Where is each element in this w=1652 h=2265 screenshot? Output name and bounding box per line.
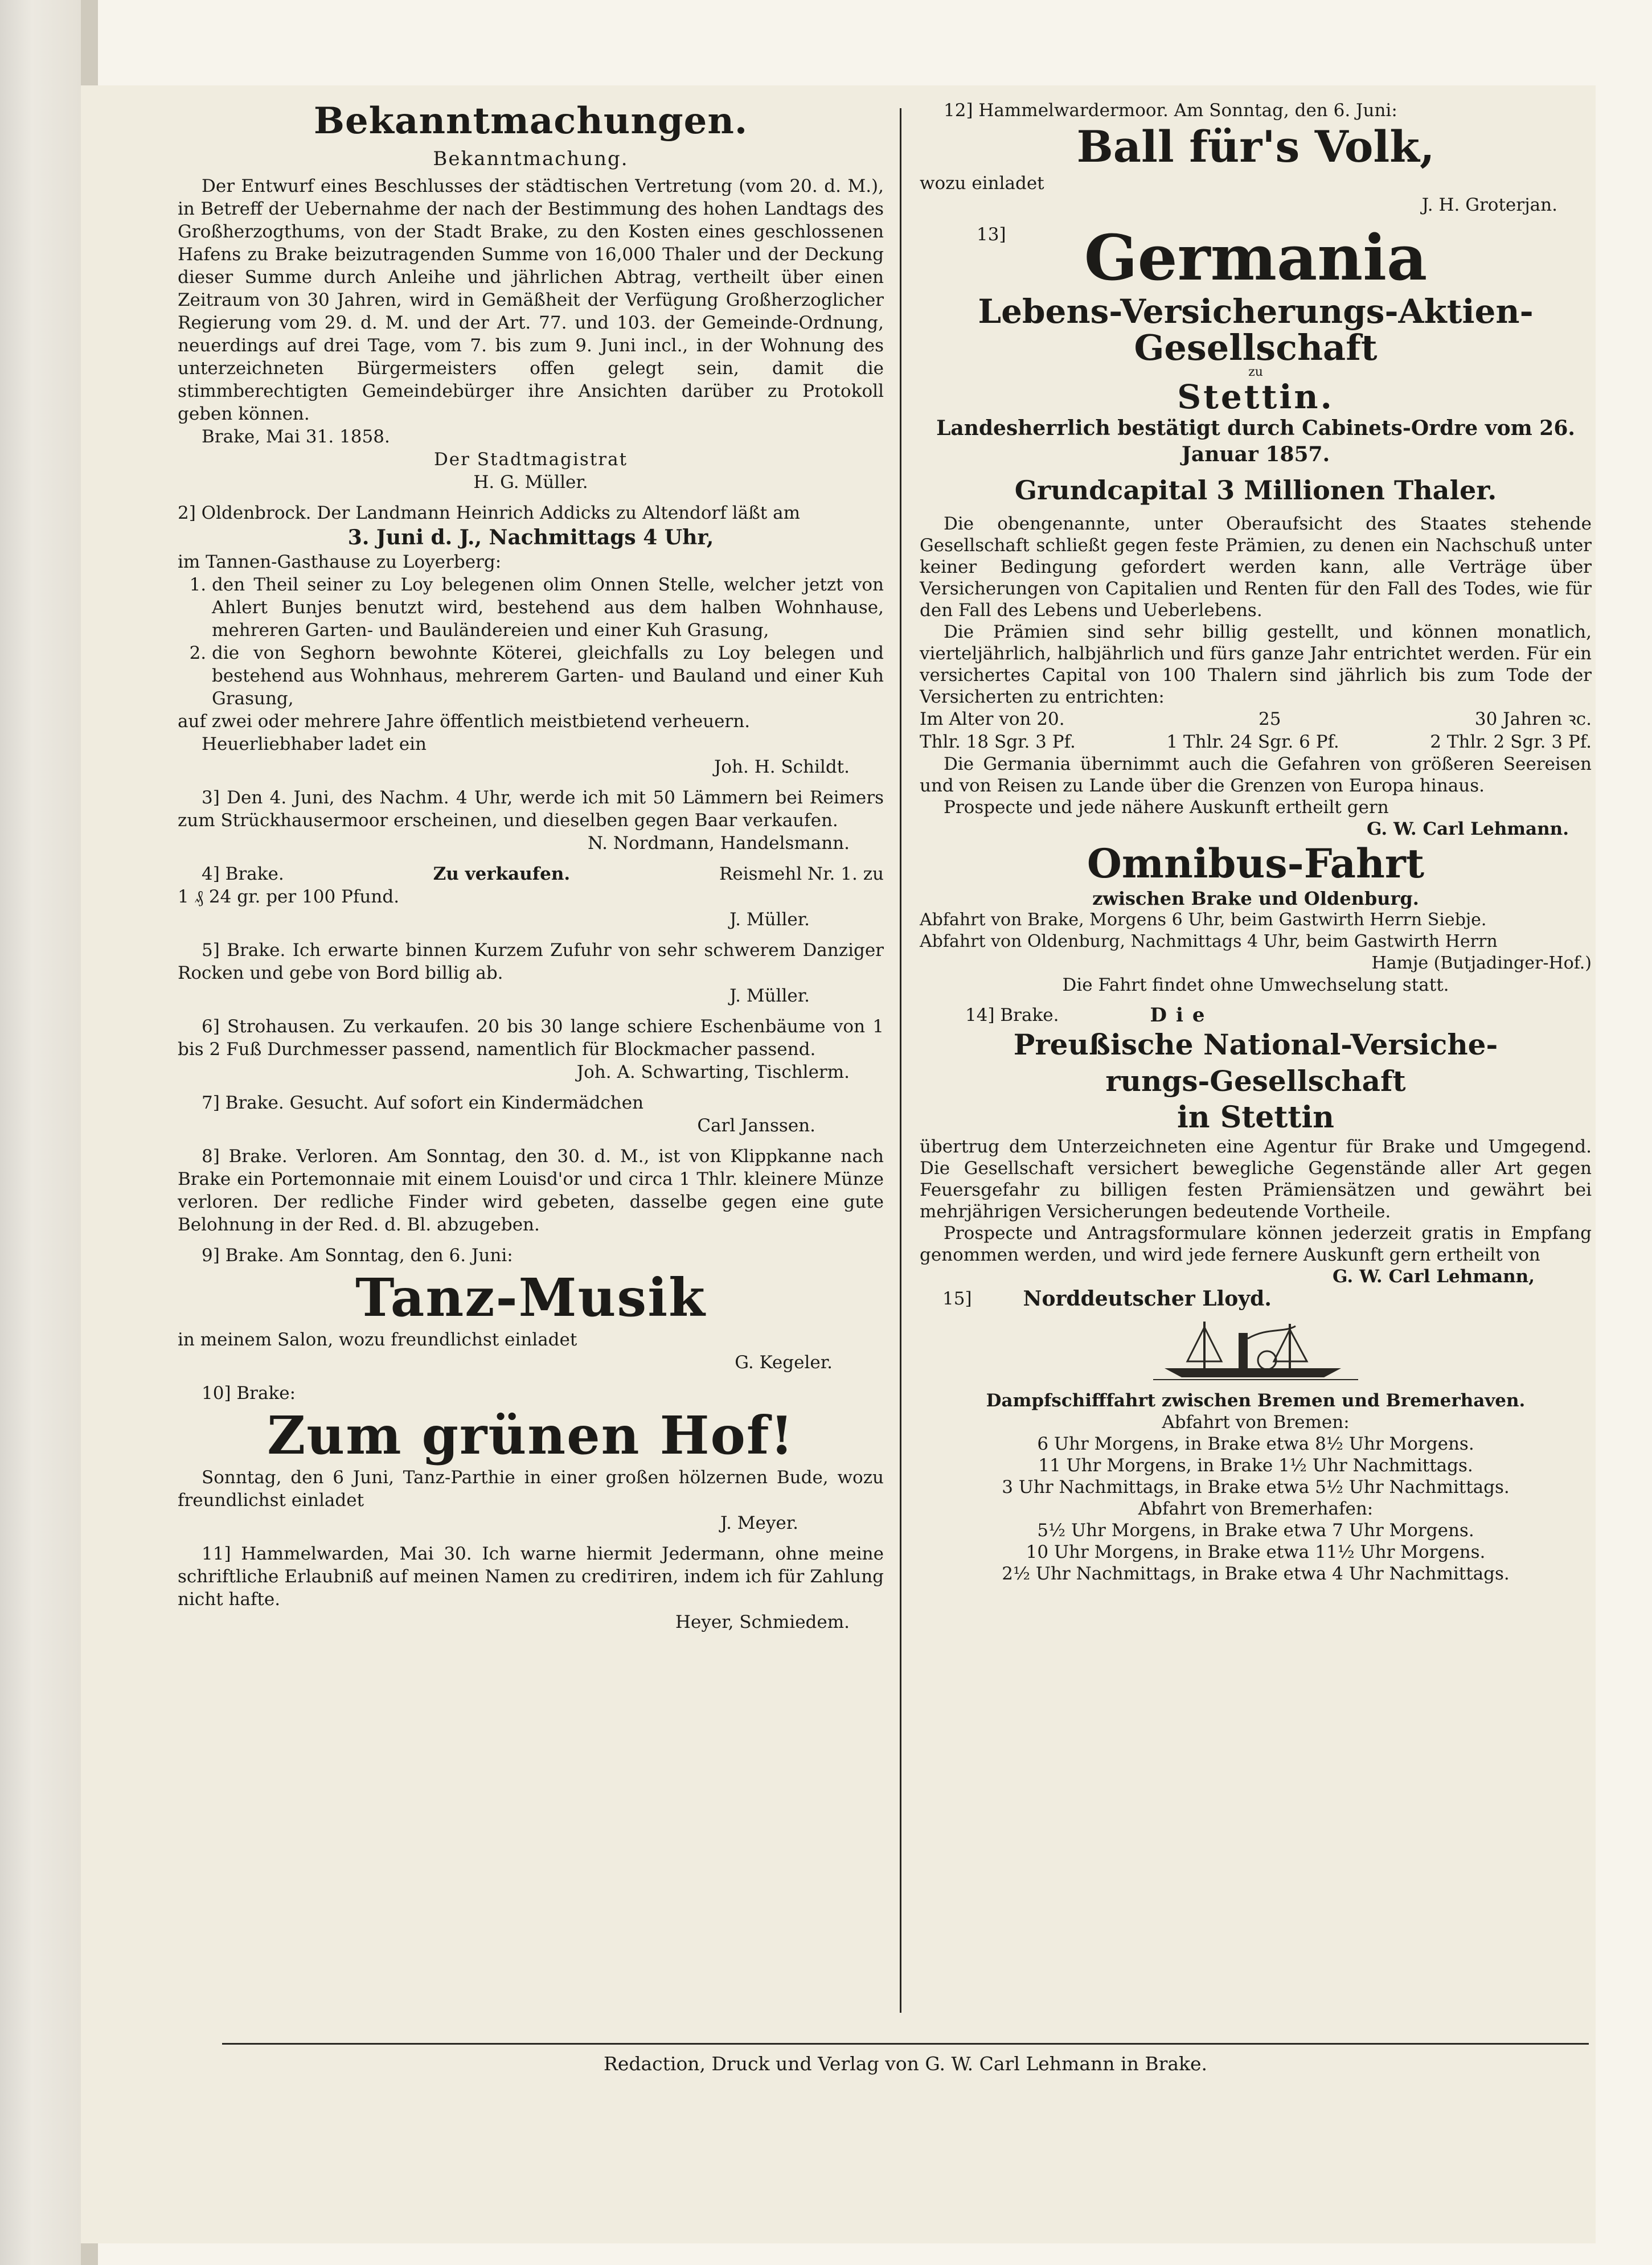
omnibus-note: Die Fahrt findet ohne Umwechselung statt. xyxy=(1062,975,1449,995)
timetable-row: 5½ Uhr Morgens, in Brake etwa 7 Uhr Morgens. xyxy=(1037,1520,1474,1541)
ad-10-signature: J. Meyer. xyxy=(720,1513,798,1533)
ad-7-body: 7] Brake. Gesucht. Auf sofort ein Kindermädchen xyxy=(202,1093,644,1113)
timetable-row: 6 Uhr Morgens, in Brake etwa 8½ Uhr Morgens. xyxy=(1037,1434,1474,1454)
ad-13-approval: Landesherrlich bestätigt durch Cabinets-Ordre vom 26. Januar 1857. xyxy=(936,416,1575,466)
ad-13-p2: Die Prämien sind sehr billig gestellt, und können monatlich, vierteljährlich, halbjährlich und fürs ganze Jahr entrichtet werden. Für ein versichertes Capital von 100 Thalern sind jährlich bis zum Tode der Versicherten zu entrichten: xyxy=(920,622,1592,707)
ad-12-invite: wozu einladet xyxy=(920,173,1044,194)
ad-13-number: 13] xyxy=(977,224,1006,245)
ad-14-title-2: rungs-Gesellschaft xyxy=(1105,1064,1406,1098)
ad-11-signature: Heyer, Schmiedem. xyxy=(675,1612,850,1632)
ad-14-body: übertrug dem Unterzeichneten eine Agentur für Brake und Umgegend. Die Gesellschaft versichert bewegliche Gegenstände aller Art gegen Feuersgefahr zu billigen festen Prämiensätzen und gewährt bei mehrjährigen Versicherungen bedeutende Vortheile. xyxy=(920,1136,1592,1222)
ad-14-die: Die xyxy=(1150,1004,1214,1027)
ad-11-body: 11] Hammelwarden, Mai 30. Ich warne hiermit Jedermann, ohne meine schriftliche Erlaubniß auf meinen Namen zu crediтiren, indem ich für Zahlung nicht hafte. xyxy=(178,1544,884,1610)
ad-4-signature: J. Müller. xyxy=(729,909,810,930)
ad-10-intro: 10] Brake: xyxy=(202,1383,296,1404)
ad-13-p4: Prospecte und jede nähere Auskunft ertheilt gern xyxy=(944,797,1389,818)
section-heading: Bekanntmachungen. xyxy=(313,100,748,142)
imprint-footer: Redaction, Druck und Verlag von G. W. Carl Lehmann in Brake. xyxy=(603,2053,1208,2075)
ad-7-signature: Carl Janssen. xyxy=(697,1115,815,1136)
ad-9-signature: G. Kegeler. xyxy=(735,1352,833,1373)
ad-13-capital: Grundcapital 3 Millionen Thaler. xyxy=(1014,475,1497,506)
ad-12-signature: J. H. Groterjan. xyxy=(1421,195,1557,215)
age-cell: 30 Jahren ꝛc. xyxy=(1474,709,1592,729)
timetable-row: 3 Uhr Nachmittags, in Brake etwa 5½ Uhr Nachmittags. xyxy=(1002,1477,1510,1497)
ad-13-line3: Gesellschaft xyxy=(1134,327,1378,368)
notice-title: Bekanntmachung. xyxy=(433,147,629,170)
ad-2-date: 3. Juni d. J., Nachmittags 4 Uhr, xyxy=(347,526,714,549)
ad-12-intro: 12] Hammelwardermoor. Am Sonntag, den 6. Juni: xyxy=(944,100,1397,121)
ad-2-intro: 2] Oldenbrock. Der Landmann Heinrich Addicks zu Altendorf läßt am xyxy=(178,503,800,523)
ad-3-body: 3] Den 4. Juni, des Nachm. 4 Uhr, werde ich mit 50 Lämmern bei Reimers zum Strückhausermoor erscheinen, und dieselben gegen Baar verkaufen. xyxy=(178,787,884,831)
omnibus-sub: zwischen Brake und Oldenburg. xyxy=(1092,888,1419,909)
ad-14-intro-line xyxy=(920,1004,1592,1027)
ad-2-place: im Tannen-Gasthause zu Loyerberg: xyxy=(178,552,502,572)
notice-signature-name: H. G. Müller. xyxy=(473,472,588,493)
ad-15-title: Norddeutscher Lloyd. xyxy=(1023,1287,1272,1311)
ad-14-title-3: in Stettin xyxy=(1177,1100,1334,1135)
omnibus-line: Hamje (Butjadinger-Hof.) xyxy=(1371,953,1592,973)
steamship-icon xyxy=(1153,1316,1358,1384)
list-item: 1. den Theil seiner zu Loy belegenen olim Onnen Stelle, welcher jetzt von Ahlert Bunjes benutzt wird, bestehend aus dem halben Wohnhause, mehreren Garten- und Bauländereien und einer Kuh Grasung, xyxy=(212,573,884,642)
ad-10-body: Sonntag, den 6 Juni, Tanz-Parthie in einer großen hölzernen Bude, wozu freundlichst einladet xyxy=(178,1467,884,1511)
ad-8-body: 8] Brake. Verloren. Am Sonntag, den 30. d. M., ist von Klippkanne nach Brake ein Portemonnaie mit einem Louisd'or und circa 1 Thlr. kleinere Münze verloren. Der redliche Finder wird gebeten, dasselbe gegen eine gute Belohnung in der Red. d. Bl. abzugeben. xyxy=(178,1146,884,1235)
ad-14-body-2: Prospecte und Antragsformulare können jederzeit gratis in Empfang genommen werden, und wird jede fernere Auskunft gern ertheilt von xyxy=(920,1223,1592,1265)
left-column xyxy=(178,100,884,1634)
ad-14-signature: G. W. Carl Lehmann, xyxy=(1332,1266,1535,1287)
ad-12-title: Ball für's Volk, xyxy=(1076,121,1435,172)
ad-5-body: 5] Brake. Ich erwarte binnen Kurzem Zufuhr von sehr schwerem Danziger Rocken und gebe von Bord billig ab. xyxy=(178,940,884,983)
column-divider xyxy=(900,108,901,2013)
ad-2-signature: Joh. H. Schildt. xyxy=(714,757,850,777)
ad-13-p3: Die Germania übernimmt auch die Gefahren von größeren Seereisen und von Reisen zu Lande über die Grenzen von Europa hinaus. xyxy=(920,754,1592,796)
ad-13-p1: Die obengenannte, unter Oberaufsicht des Staates stehende Gesellschaft schließt gegen feste Prämien, zu denen ein Nachschuß unter keiner Bedingung gefordert werden kann, alle Verträge über Versicherungen von Capitalien und Renten für den Fall des Todes, wie für den Fall des Lebens und Ueberlebens. xyxy=(920,514,1592,621)
ad-14-intro: 14] Brake. xyxy=(965,1005,1059,1025)
book-edge xyxy=(0,0,81,2265)
ad-15-head xyxy=(920,1287,1592,1310)
notice-signature: Der Stadtmagistrat xyxy=(433,449,628,470)
ad-9-title: Tanz-Musik xyxy=(355,1267,706,1328)
age-cell: Im Alter von 20. xyxy=(920,709,1065,729)
list-item: 2. die von Seghorn bewohnte Köterei, gleichfalls zu Loy belegen und bestehend aus Wohnhaus, mehrerem Garten- und Bauland und einer Kuh Grasung, xyxy=(212,642,884,710)
notice-body: Der Entwurf eines Beschlusses der städtischen Vertretung (vom 20. d. M.), in Betreff der Uebernahme der nach der Bestimmung des hohen Landtags des Großherzogthums, von der Stadt Brake, zu den Kosten eines geschlossenen Hafens zu Brake beizutragenden Summe von 16,000 Thaler und der Deckung dieser Summe durch Anleihe und jährlichen Abtrag, vertheilt über einen Zeitraum von 30 Jahren, wird in Gemäßheit der Verfügung Großherzoglicher Regierung vom 29. d. M. und der Art. 77. und 103. der Gemeinde-Ordnung, neuerdings auf drei Tage, vom 7. bis zum 9. Juni incl., in der Wohnung des unterzeichneten Bürgermeisters offen gelegt sein, damit die stimmberechtigten Gemeindebürger ihre Ansichten darüber zu Protokoll geben können. xyxy=(178,176,884,424)
ad-6-signature: Joh. A. Schwarting, Tischlerm. xyxy=(576,1062,850,1082)
ad-4-head: Zu verkaufen. xyxy=(433,864,571,884)
ad-15-number: 15] xyxy=(942,1289,972,1309)
age-cell: 25 xyxy=(1259,709,1281,729)
ad-2-items xyxy=(178,573,884,710)
premium-cell: Thlr. 18 Sgr. 3 Pf. xyxy=(920,732,1076,752)
ad-13-signature: G. W. Carl Lehmann. xyxy=(1366,819,1569,839)
ad-2-outro: auf zwei oder mehrere Jahre öffentlich meistbietend verheuern. xyxy=(178,711,751,732)
ad-4-place: 4] Brake. xyxy=(202,864,284,884)
ad-4-price: 1 ₰ 24 gr. per 100 Pfund. xyxy=(178,887,400,907)
ad-13-line2: Lebens-Versicherungs-Aktien- xyxy=(978,292,1534,331)
timetable-row: 2½ Uhr Nachmittags, in Brake etwa 4 Uhr Nachmittags. xyxy=(1002,1564,1510,1584)
ad-13-name: Germania xyxy=(1084,221,1428,294)
ad-4-item: Reismehl Nr. 1. zu xyxy=(719,864,884,884)
ad-2-invite: Heuerliebhaber ladet ein xyxy=(202,734,427,754)
ad-9-intro: 9] Brake. Am Sonntag, den 6. Juni: xyxy=(202,1245,513,1266)
ad-9-body: in meinem Salon, wozu freundlichst einladet xyxy=(178,1330,577,1350)
ad-4-line xyxy=(178,863,884,885)
omnibus-line: Abfahrt von Oldenburg, Nachmittags 4 Uhr, beim Gastwirth Herrn xyxy=(920,932,1498,951)
ad-13-zu: zu xyxy=(1248,365,1263,379)
timetable-heading: Abfahrt von Bremerhafen: xyxy=(1138,1499,1374,1519)
timetable-row: 11 Uhr Morgens, in Brake 1½ Uhr Nachmittags. xyxy=(1038,1455,1473,1476)
notice-date: Brake, Mai 31. 1858. xyxy=(202,426,390,447)
ad-13-city: Stettin. xyxy=(1177,378,1334,416)
timetable-row: 10 Uhr Morgens, in Brake etwa 11½ Uhr Morgens. xyxy=(1026,1542,1486,1562)
ad-3-signature: N. Nordmann, Handelsmann. xyxy=(588,833,850,854)
premium-cell: 1 Thlr. 24 Sgr. 6 Pf. xyxy=(1166,732,1339,752)
ad-13-premiums xyxy=(920,731,1592,753)
omnibus-title: Omnibus-Fahrt xyxy=(1087,840,1425,887)
footer-rule xyxy=(222,2043,1589,2045)
ad-15-sub: Dampfschifffahrt zwischen Bremen und Bremerhaven. xyxy=(986,1390,1526,1411)
ad-14-title-1: Preußische National-Versiche- xyxy=(1013,1028,1498,1061)
ad-6-body: 6] Strohausen. Zu verkaufen. 20 bis 30 lange schiere Eschenbäume von 1 bis 2 Fuß Durchmesser passend, namentlich für Blockmacher passend. xyxy=(178,1016,884,1060)
ad-5-signature: J. Müller. xyxy=(729,986,810,1006)
timetable-heading: Abfahrt von Bremen: xyxy=(1162,1412,1350,1433)
omnibus-line: Abfahrt von Brake, Morgens 6 Uhr, beim Gastwirth Herrn Siebje. xyxy=(920,910,1487,930)
right-column xyxy=(920,100,1592,1585)
ad-10-title: Zum grünen Hof! xyxy=(267,1405,794,1466)
ad-13-ages xyxy=(920,708,1592,731)
premium-cell: 2 Thlr. 2 Sgr. 3 Pf. xyxy=(1430,732,1592,752)
